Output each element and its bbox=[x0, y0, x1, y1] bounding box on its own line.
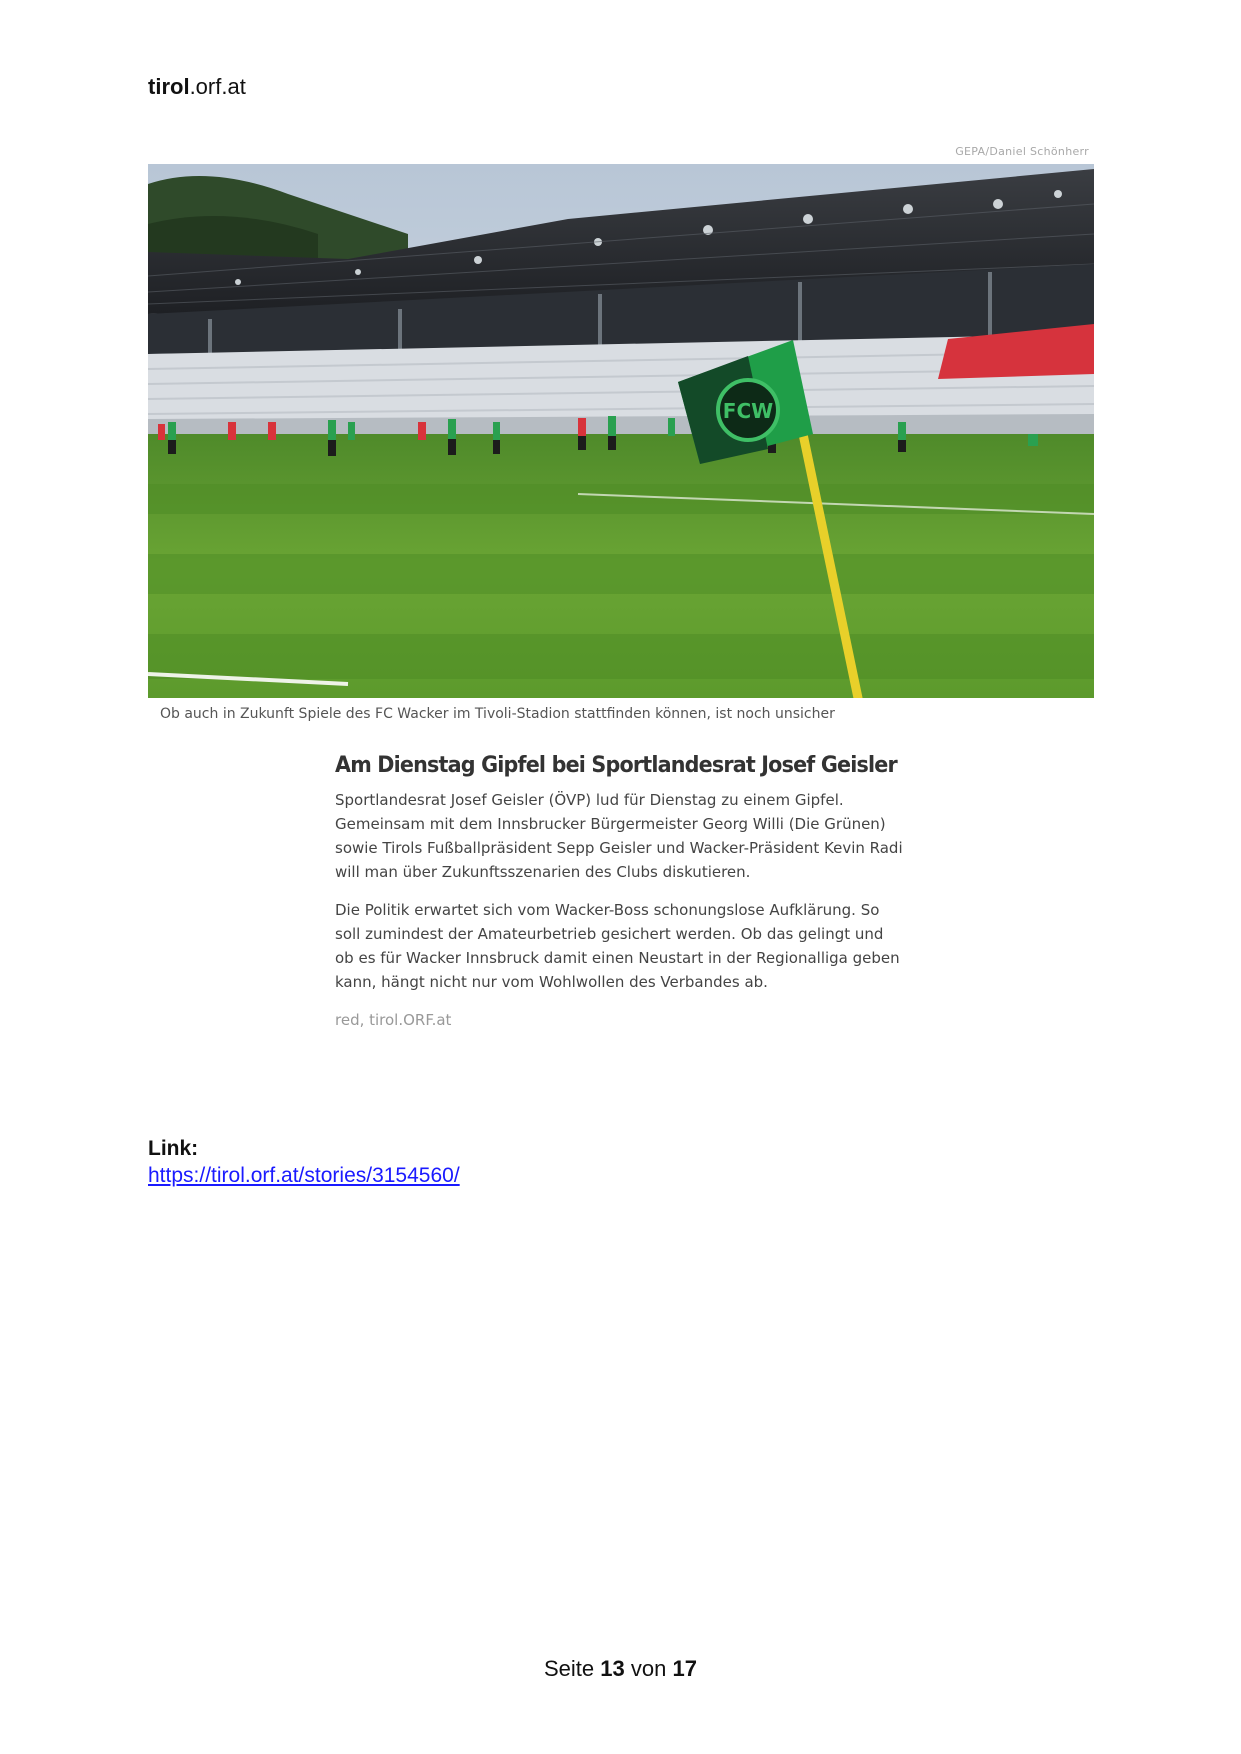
site-logo bbox=[148, 74, 246, 100]
footer-prefix: Seite bbox=[544, 1656, 595, 1681]
footer-current-page: 13 bbox=[600, 1656, 625, 1681]
article-section bbox=[335, 752, 905, 1046]
footer-middle: von bbox=[630, 1656, 667, 1681]
photo-caption: Ob auch in Zukunft Spiele des FC Wacker im Tivoli-Stadion stattfinden können, ist noch unsicher bbox=[160, 706, 835, 722]
article-heading: Am Dienstag Gipfel bei Sportlandesrat Josef Geisler bbox=[335, 752, 897, 778]
stadium-photo bbox=[148, 164, 1094, 698]
site-name-rest: .orf.at bbox=[189, 74, 246, 99]
photo-credit: GEPA/Daniel Schönherr bbox=[955, 145, 1089, 158]
article-byline: red, tirol.ORF.at bbox=[335, 1011, 452, 1029]
article-paragraph-1: Sportlandesrat Josef Geisler (ÖVP) lud für Dienstag zu einem Gipfel. Gemeinsam mit dem Innsbrucker Bürgermeister Georg Willi (Die Grünen) sowie Tirols Fußballpräsident Sepp Geisler und Wacker-Präsident Kevin Radi will man über Zukunftsszenarien des Clubs diskutieren. bbox=[335, 791, 903, 881]
source-link[interactable]: https://tirol.orf.at/stories/3154560/ bbox=[148, 1164, 460, 1187]
article-paragraph-2: Die Politik erwartet sich vom Wacker-Boss schonungslose Aufklärung. So soll zumindest der Amateurbetrieb gesichert werden. Ob das gelingt und ob es für Wacker Innsbruck damit einen Neustart in der Regionalliga geben kann, hängt nicht nur vom Wohlwollen des Verbandes ab. bbox=[335, 901, 900, 991]
footer-total-pages: 17 bbox=[672, 1656, 697, 1681]
link-label: Link: bbox=[148, 1137, 199, 1160]
site-name-bold: tirol bbox=[148, 74, 190, 99]
page-footer bbox=[0, 1656, 1241, 1682]
flag-logo-text: FCW bbox=[722, 399, 774, 423]
